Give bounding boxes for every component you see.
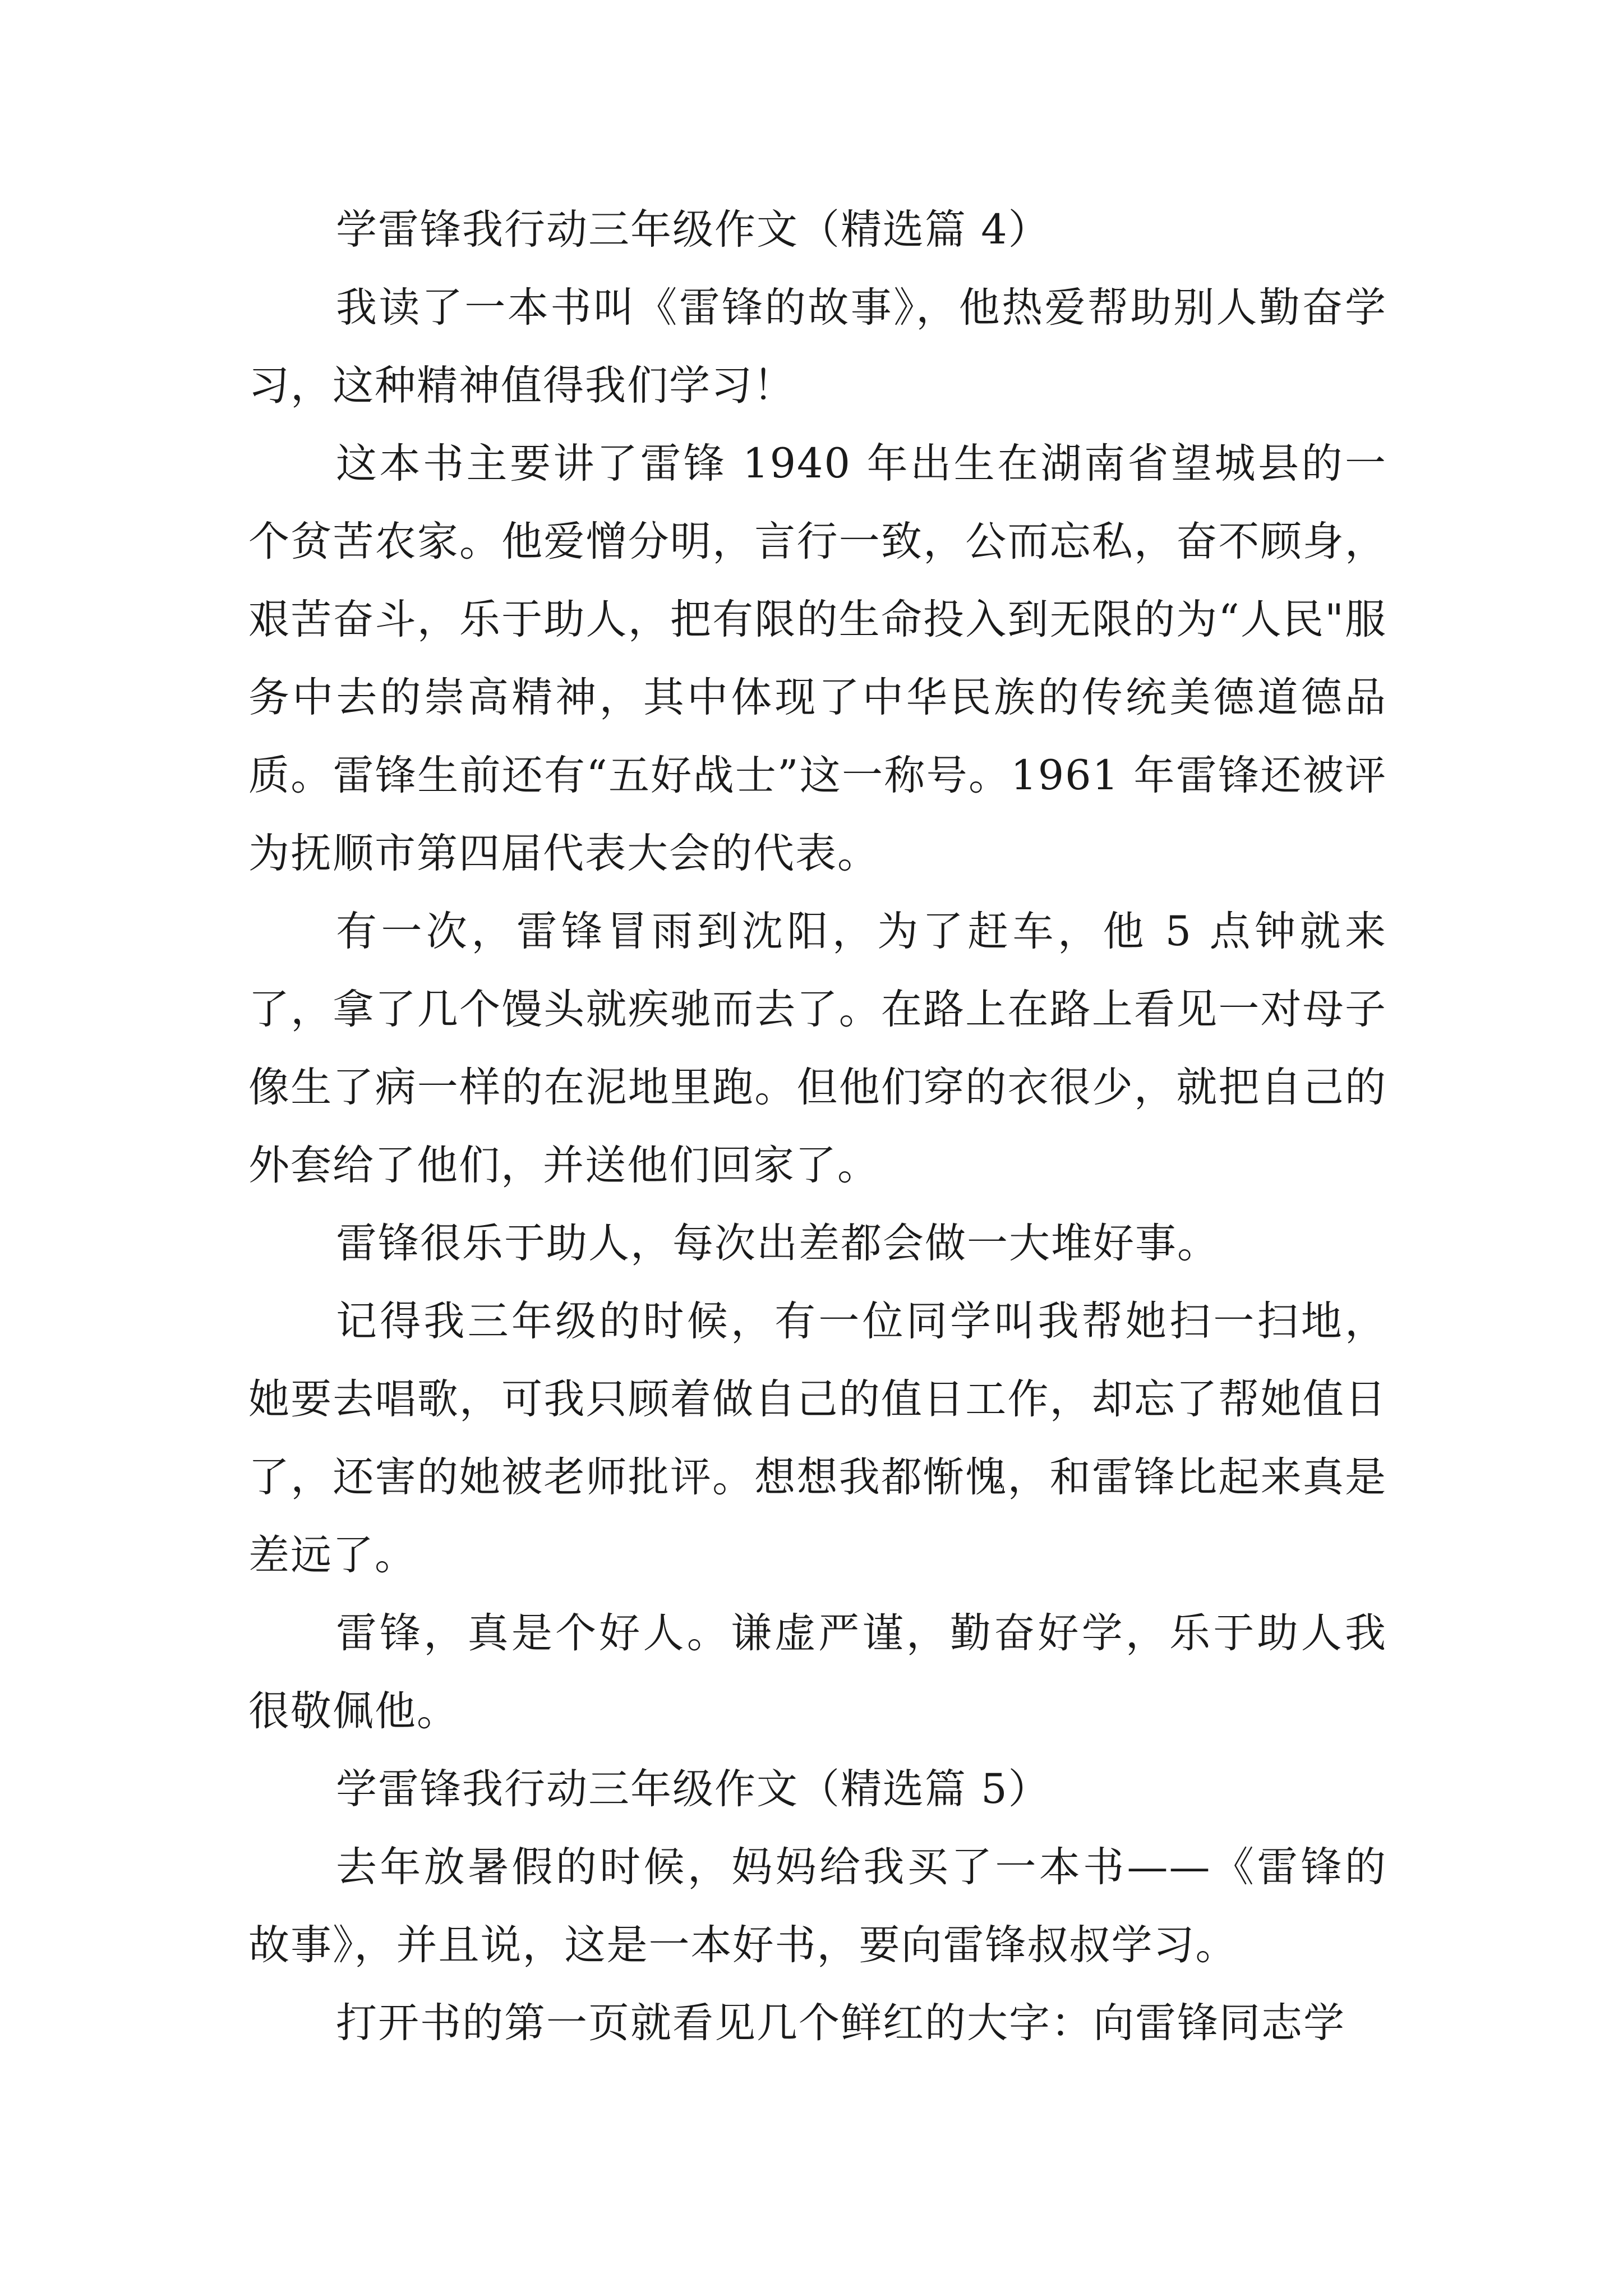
section-heading-4: 学雷锋我行动三年级作文（精选篇 4） — [336, 206, 1050, 254]
paragraph: 记得我三年级的时候，有一位同学叫我帮她扫一扫地，她要去唱歌，可我只顾着做自己的值日工作，却忘了帮她值日了，还害的她被老师批评。想想我都惭愧，和雷锋比起来真是差远了。 — [248, 1297, 1387, 1579]
paragraph: 雷锋，真是个好人。谦虚严谨，勤奋好学，乐于助人我很敬佩他。 — [248, 1609, 1387, 1735]
paragraph: 有一次，雷锋冒雨到沈阳，为了赶车，他 5 点钟就来了，拿了几个馒头就疾驰而去了。在路上在路上看见一对母子像生了病一样的在泥地里跑。但他们穿的衣很少，就把自己的外套给了他们，并送他们回家了。 — [248, 908, 1387, 1189]
document-body — [248, 191, 1387, 2062]
section-heading-5: 学雷锋我行动三年级作文（精选篇 5） — [336, 1765, 1050, 1813]
paragraph: 打开书的第一页就看见几个鲜红的大字：向雷锋同志学 — [336, 1999, 1345, 2047]
paragraph: 这本书主要讲了雷锋 1940 年出生在湖南省望城县的一个贫苦农家。他爱憎分明，言行一致，公而忘私，奋不顾身，艰苦奋斗，乐于助人，把有限的生命投入到无限的为“人民"服务中去的崇高精神，其中体现了中华民族的传统美德道德品质。雷锋生前还有“五好战士”这一称号。1961 年雷锋还被评为抚顺市第四届代表大会的代表。 — [248, 440, 1387, 877]
paragraph: 雷锋很乐于助人，每次出差都会做一大堆好事。 — [336, 1220, 1219, 1267]
paragraph: 去年放暑假的时候，妈妈给我买了一本书——《雷锋的故事》，并且说，这是一本好书，要向雷锋叔叔学习。 — [248, 1843, 1387, 1969]
paragraph: 我读了一本书叫《雷锋的故事》，他热爱帮助别人勤奋学习，这种精神值得我们学习！ — [248, 284, 1387, 409]
